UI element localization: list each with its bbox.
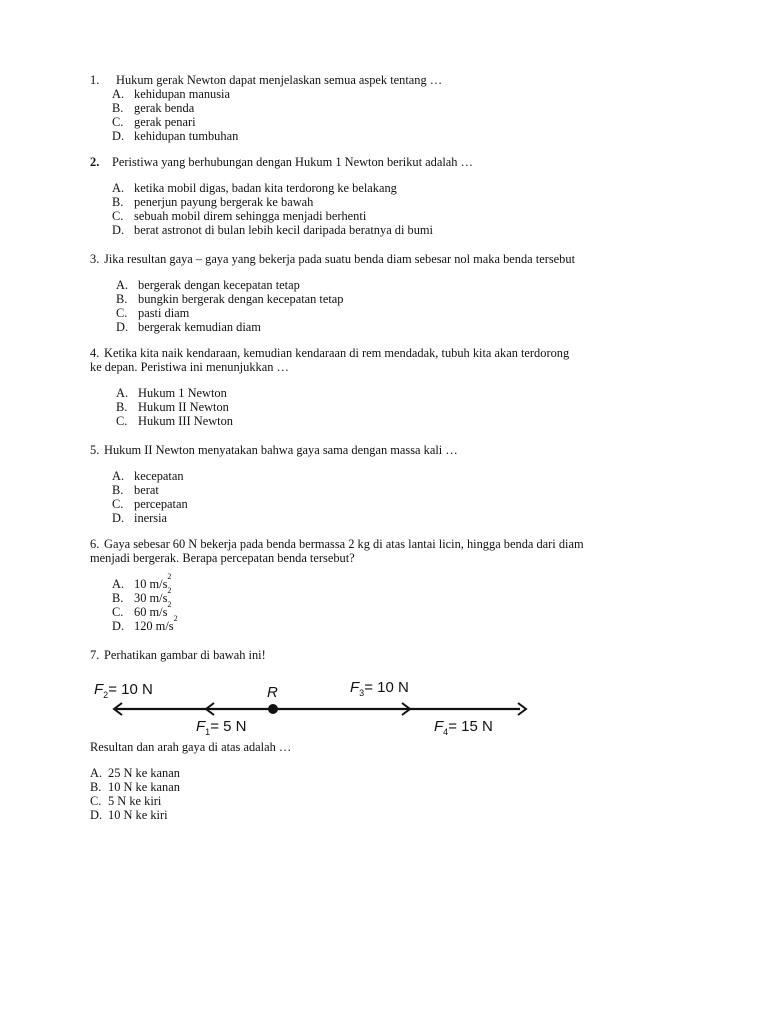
question-3 [90, 252, 710, 334]
question-text: Perhatikan gambar di bawah ini! [104, 648, 266, 662]
question-2-options [112, 181, 690, 237]
option-b: B. berat [112, 483, 159, 497]
option-a: A. kecepatan [112, 469, 184, 483]
option-d: D. berat astronot di bulan lebih kecil daripada beratnya di bumi [112, 223, 433, 237]
option-d: D. inersia [112, 511, 168, 525]
option-a: A. 10 m/s 2 [112, 572, 172, 591]
question-number: 5. [90, 443, 100, 457]
force-diagram-svg [88, 676, 528, 740]
question-number: 2. [90, 155, 100, 169]
question-4-stem-line-2: ke depan. Peristiwa ini menunjukkan … [90, 360, 289, 374]
force-f2-label: $F_2= 10$ N [94, 681, 153, 700]
question-text: Hukum II Newton menyatakan bahwa gaya sama dengan massa kali … [104, 443, 458, 457]
question-5-stem [90, 443, 690, 457]
question-4-options [116, 386, 710, 428]
question-number: 4. [90, 346, 100, 360]
question-number: 1. [90, 73, 100, 87]
force-f4-label: $F_4= 15$ N [434, 718, 493, 737]
question-text: Jika resultan gaya – gaya yang bekerja pada suatu benda diam sebesar nol maka benda tersebut [104, 252, 576, 266]
question-7-stem [90, 648, 690, 662]
option-c: C. 5 N ke kiri [90, 794, 162, 808]
option-b: B. Hukum II Newton [116, 400, 229, 414]
question-text: Hukum gerak Newton dapat menjelaskan semua aspek tentang … [116, 73, 443, 87]
option-c: C. percepatan [112, 497, 188, 511]
question-4-stem [90, 346, 710, 360]
force-f1-label: $F_1= 5$ N [196, 718, 247, 737]
point-r-label: R [267, 684, 278, 701]
question-5-options [112, 469, 690, 525]
question-1-stem [90, 73, 690, 87]
option-b: B. penerjun payung bergerak ke bawah [112, 195, 314, 209]
question-3-stem [90, 252, 710, 266]
question-1-options [112, 87, 690, 143]
question-text: Peristiwa yang berhubungan dengan Hukum 1 Newton berikut adalah … [112, 155, 473, 169]
question-7-prompt [90, 740, 690, 822]
force-f3-label: $F_3= 10$ N [350, 679, 409, 698]
option-d: D. 120 m/s 2 [112, 614, 178, 633]
option-a: A. ketika mobil digas, badan kita terdorong ke belakang [112, 181, 397, 195]
question-6-options [112, 572, 710, 633]
question-5 [90, 443, 690, 525]
question-4 [90, 346, 710, 428]
option-d: D. 10 N ke kiri [90, 808, 168, 822]
option-d: D. bergerak kemudian diam [116, 320, 261, 334]
question-6-stem [90, 537, 710, 551]
question-number: 3. [90, 252, 100, 266]
question-2 [90, 155, 690, 237]
option-b: B. bungkin bergerak dengan kecepatan tetap [116, 292, 344, 306]
question-7-options [90, 766, 690, 822]
option-a: A. bergerak dengan kecepatan tetap [116, 278, 300, 292]
question-text-line-1: Ketika kita naik kendaraan, kemudian kendaraan di rem mendadak, tubuh kita akan terdorong [104, 346, 570, 360]
question-3-options [116, 278, 710, 334]
question-text-line-1: Gaya sebesar 60 N bekerja pada benda bermassa 2 kg di atas lantai licin, hingga benda dari diam [104, 537, 584, 551]
option-d: D. kehidupan tumbuhan [112, 129, 239, 143]
option-a: A. 25 N ke kanan [90, 766, 180, 780]
option-a: A. Hukum 1 Newton [116, 386, 227, 400]
option-b: B. 10 N ke kanan [90, 780, 180, 794]
option-c: C. pasti diam [116, 306, 190, 320]
option-c: C. sebuah mobil direm sehingga menjadi berhenti [112, 209, 367, 223]
point-r [268, 704, 278, 714]
option-b: B. gerak benda [112, 101, 195, 115]
question-6 [90, 537, 710, 633]
question-7-question: Resultan dan arah gaya di atas adalah … [90, 740, 292, 754]
option-c: C. gerak penari [112, 115, 196, 129]
question-6-stem-line-2: menjadi bergerak. Berapa percepatan benda tersebut? [90, 551, 355, 565]
option-b: B. 30 m/s 2 [112, 586, 172, 605]
question-number: 6. [90, 537, 100, 551]
question-2-stem [90, 155, 690, 169]
option-c: C. 60 m/s 2 [112, 600, 172, 619]
question-7 [90, 648, 690, 662]
question-number: 7. [90, 648, 100, 662]
option-c: C. Hukum III Newton [116, 414, 233, 428]
question-1 [90, 73, 690, 143]
force-diagram [88, 676, 528, 740]
option-a: A. kehidupan manusia [112, 87, 231, 101]
